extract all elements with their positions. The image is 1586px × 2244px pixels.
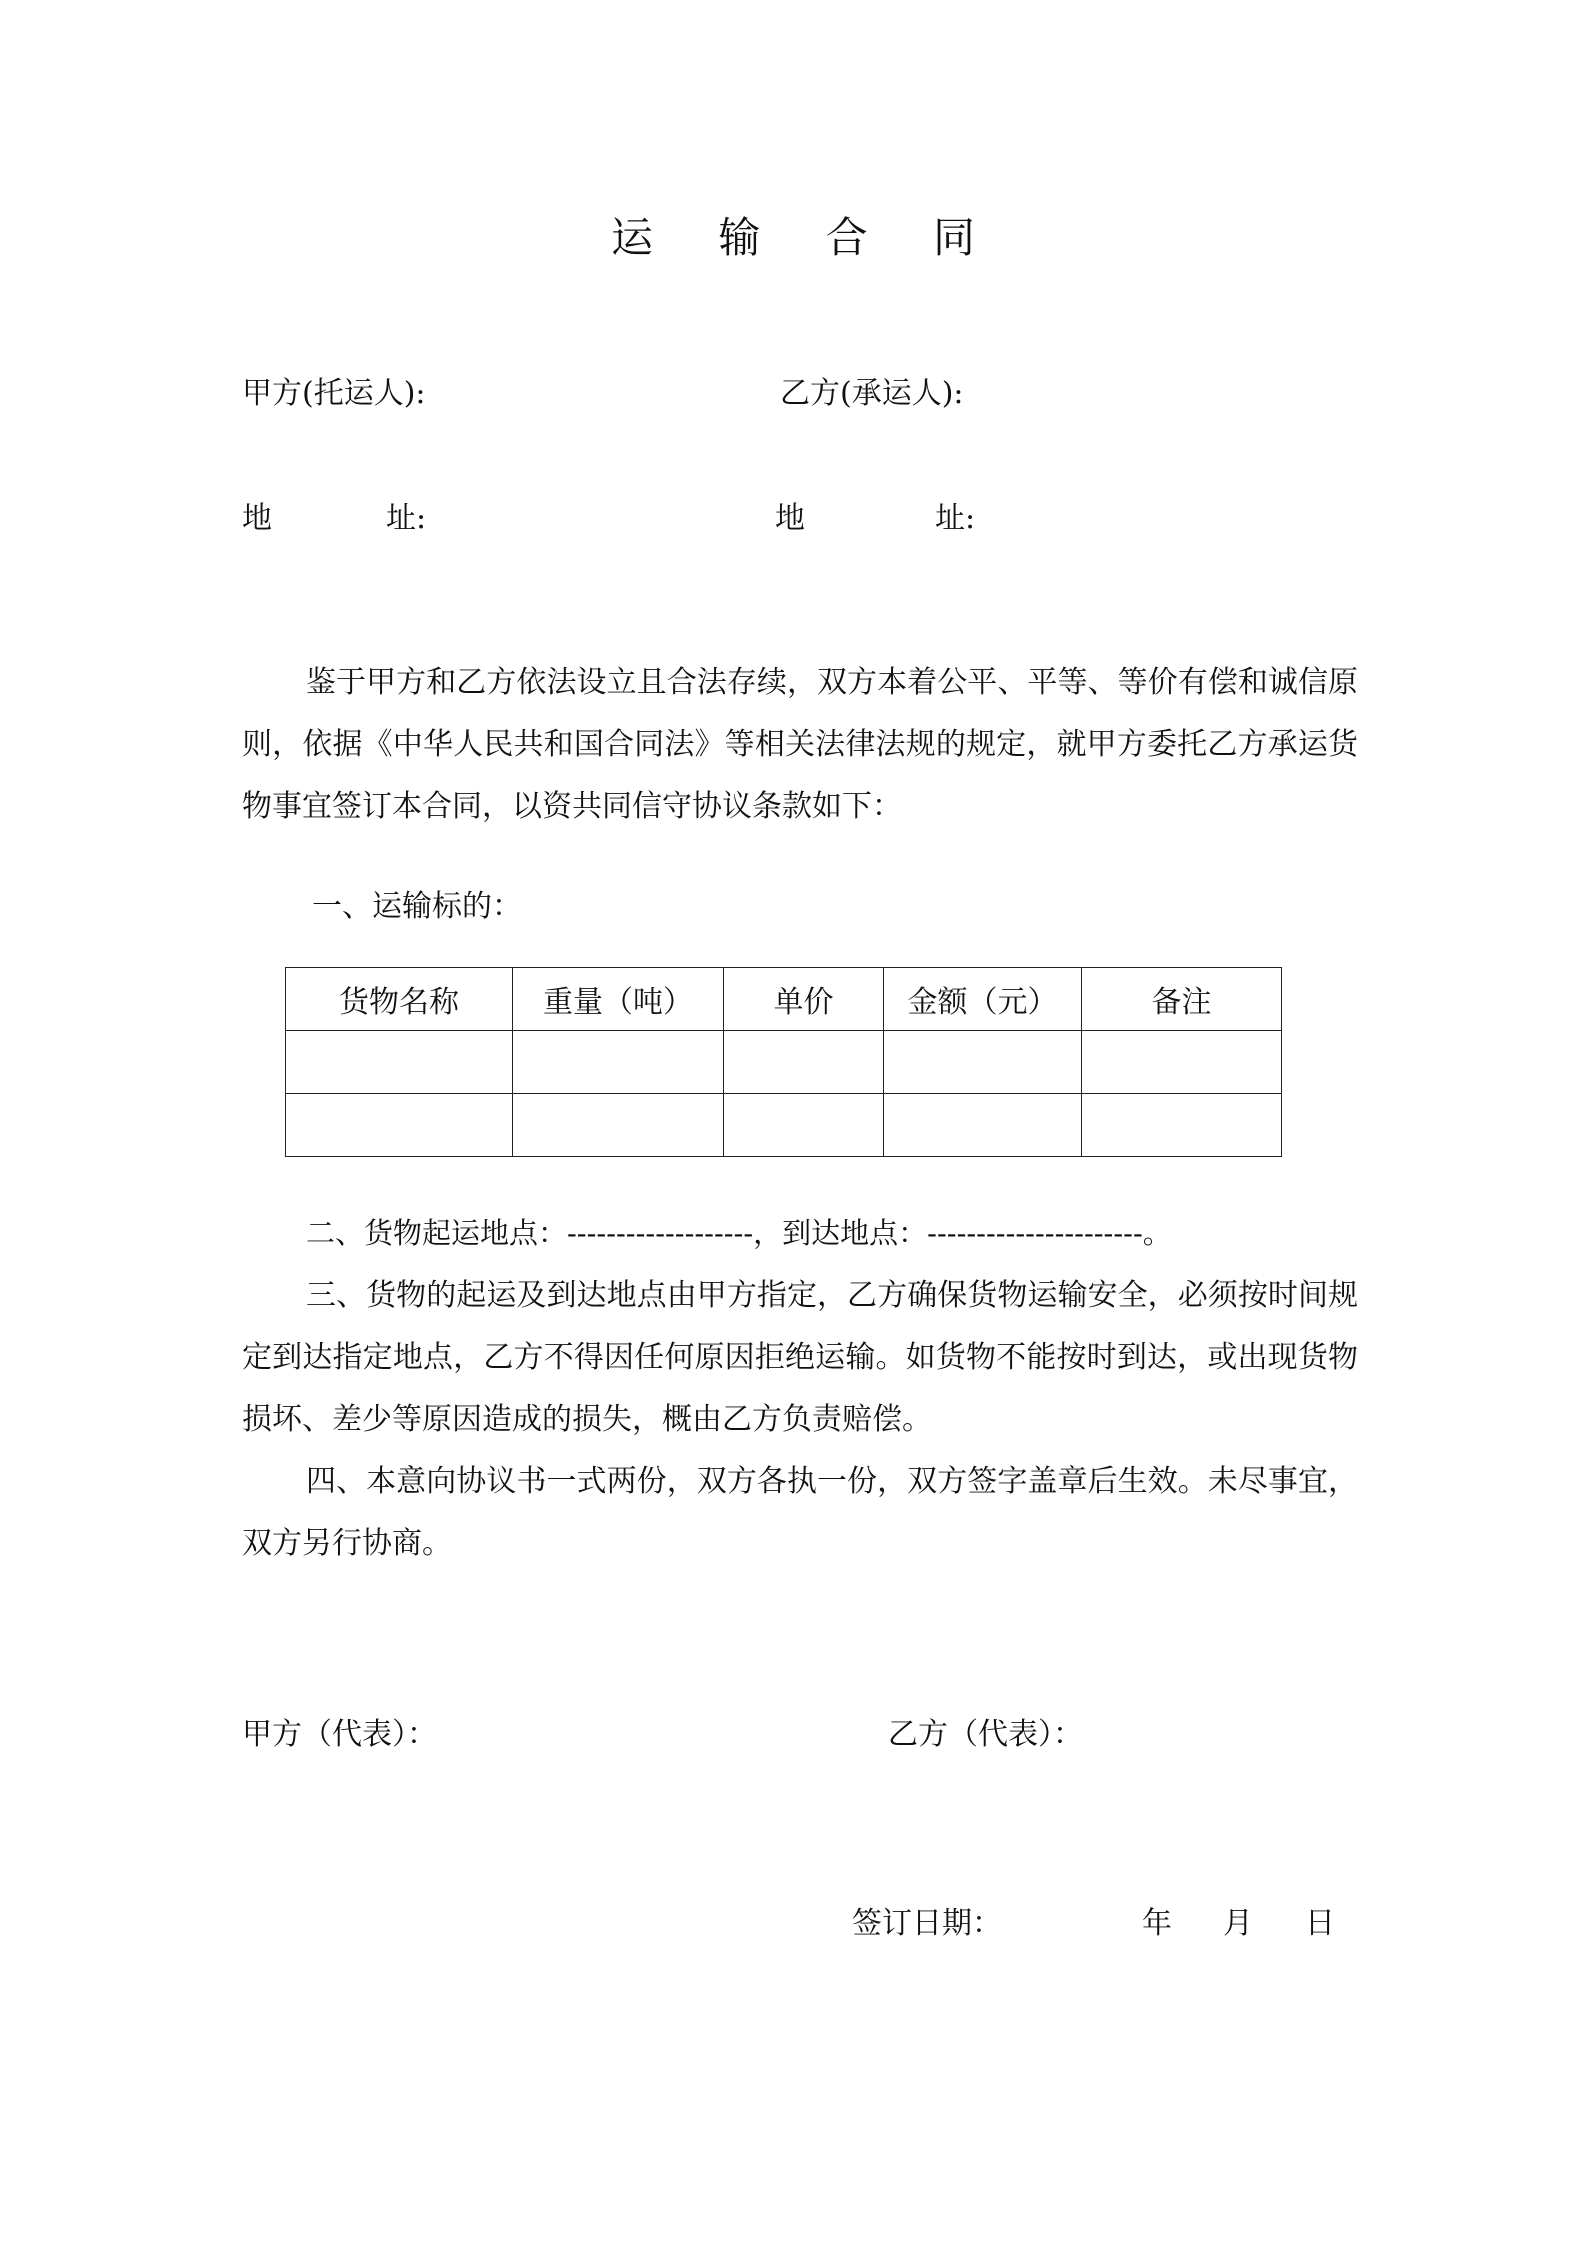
amount-header: 金额（元） [884, 968, 1082, 1031]
cargo-table-header-row [286, 968, 1282, 1031]
remarks-header: 备注 [1082, 968, 1282, 1031]
table-cell [1082, 1031, 1282, 1094]
clause-4-paragraph: 四、本意向协议书一式两份，双方各执一份，双方签字盖章后生效。未尽事宜，双方另行协商。 [242, 1464, 1358, 1561]
table-cell [884, 1094, 1082, 1157]
section-1-heading: 一、运输标的： [312, 889, 522, 924]
clause-2-locations: 二、货物起运地点：-------------------，到达地点：----------------------。 [306, 1216, 1172, 1250]
table-cell [513, 1031, 724, 1094]
preamble-paragraph: 鉴于甲方和乙方依法设立且合法存续，双方本着公平、平等、等价有偿和诚信原则，依据《中华人民共和国合同法》等相关法律法规的规定，就甲方委托乙方承运货物事宜签订本合同，以资共同信守协议条款如下： [242, 665, 1358, 824]
party-a-representative-label: 甲方（代表）： [242, 1717, 437, 1752]
table-cell [513, 1094, 724, 1157]
cargo-name-header: 货物名称 [286, 968, 513, 1031]
party-a-label: 甲方(托运人): [242, 376, 426, 411]
day-label: 日 [1305, 1906, 1335, 1941]
address-a-label-first: 地 [242, 501, 272, 536]
table-cell [286, 1031, 513, 1094]
table-cell [286, 1094, 513, 1157]
unit-price-header: 单价 [724, 968, 884, 1031]
year-label: 年 [1142, 1906, 1172, 1941]
signing-date-label: 签订日期： [852, 1906, 1002, 1941]
month-label: 月 [1223, 1906, 1253, 1941]
clause-3-paragraph: 三、货物的起运及到达地点由甲方指定，乙方确保货物运输安全，必须按时间规定到达指定地点，乙方不得因任何原因拒绝运输。如货物不能按时到达，或出现货物损坏、差少等原因造成的损失，概由乙方负责赔偿。 [242, 1278, 1358, 1437]
weight-header: 重量（吨） [513, 968, 724, 1031]
table-cell [724, 1094, 884, 1157]
party-b-representative-label: 乙方（代表）： [888, 1717, 1083, 1752]
address-b-label-second: 址: [935, 501, 976, 536]
table-row [286, 1031, 1282, 1094]
address-b-label-first: 地 [775, 501, 805, 536]
table-row [286, 1094, 1282, 1157]
party-b-label: 乙方(承运人): [780, 376, 964, 411]
table-cell [1082, 1094, 1282, 1157]
cargo-table [285, 967, 1282, 1157]
table-cell [724, 1031, 884, 1094]
address-a-label-second: 址: [386, 501, 427, 536]
document-title: 运 输 合 同 [610, 213, 1002, 262]
table-cell [884, 1031, 1082, 1094]
